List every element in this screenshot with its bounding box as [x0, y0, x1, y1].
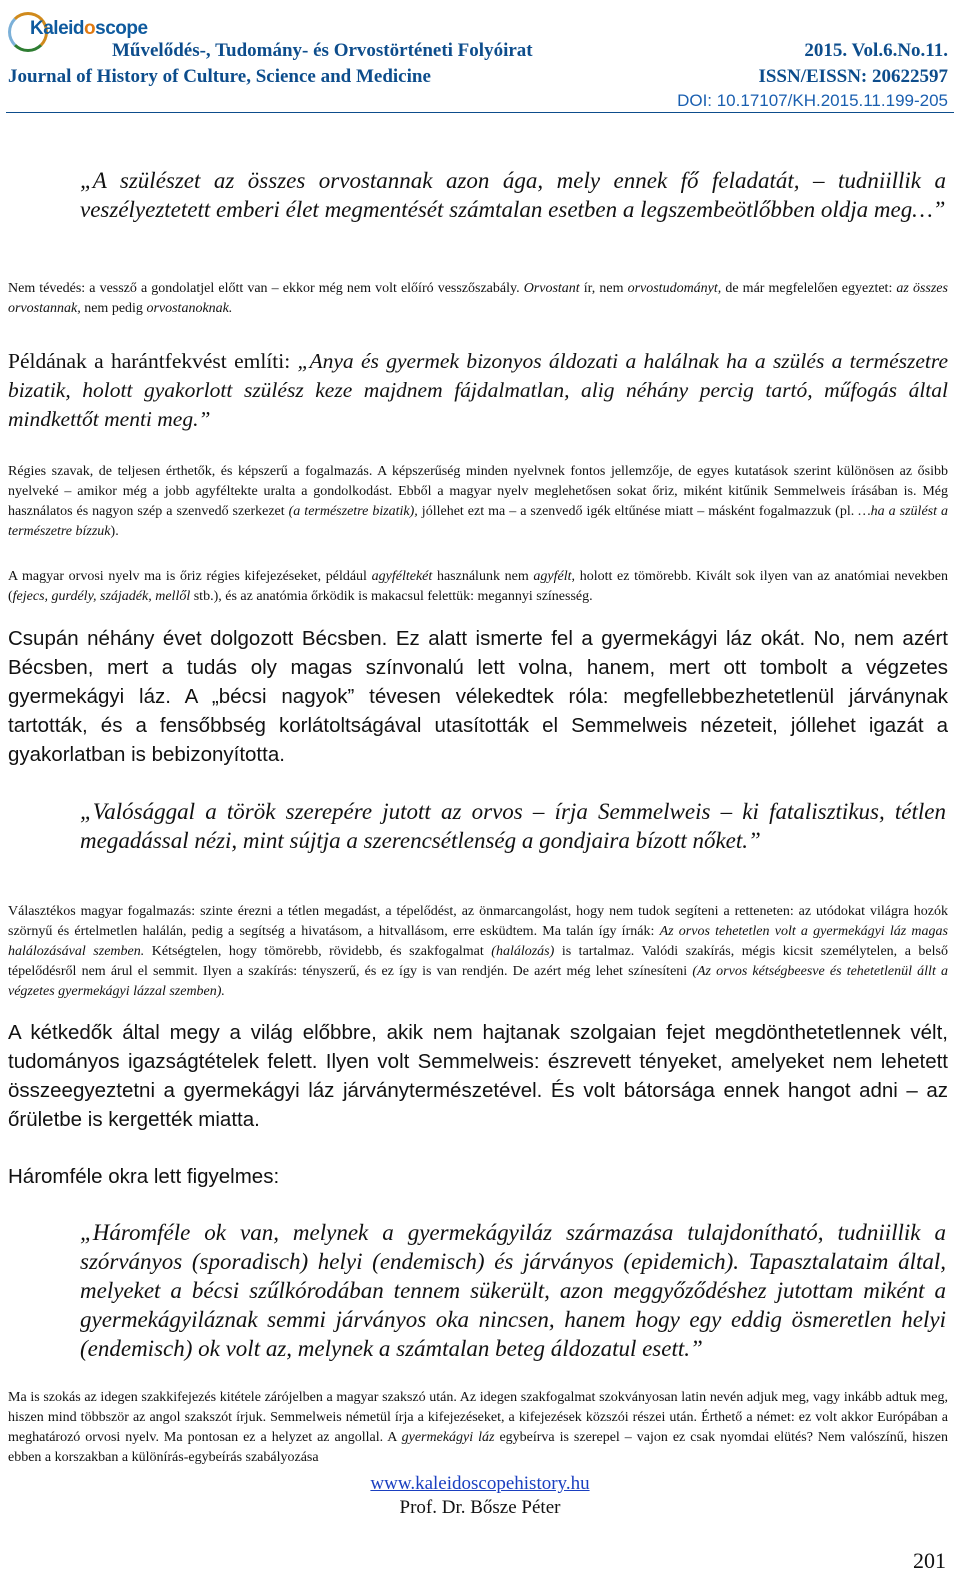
header-divider [6, 112, 954, 113]
page-header [0, 0, 960, 112]
journal-title-hu: Művelődés-, Tudomány- és Orvostörténeti Folyóirat [112, 40, 533, 61]
paragraph-4: A magyar orvosi nyelv ma is őriz régies kifejezéseket, például agyféltekét használunk nem agyfélt, holott ez tömörebb. Kivált sok ilyen van az anatómiai nevekben (fejecs, gurdély, szájadék, mellől stb.), és az anatómia őrködik is makacsul felettük: megannyi színesség. [8, 569, 949, 604]
paragraph-2: Példának a harántfekvést említi: „Anya és gyermek bizonyos áldozati a halálnak ha a szülés a természetre bizatik, holott gyakorlott szülész keze majdnem fájdalmatlan, alig néhány percig tartó, műfogás által mindkettőt menti meg.” [8, 349, 948, 431]
logo-wordmark: Kaleidoscope [30, 18, 148, 39]
footer-author: Prof. Dr. Bősze Péter [399, 1497, 561, 1518]
page-number: 201 [913, 1548, 946, 1573]
paragraph-6: Választékos magyar fogalmazás: szinte érezni a tétlen megadást, a tépelődést, az önmarcangolást, hogy nem tudok segíteni a retteneten: az utódokat világra hozók szörnyű és értelmetlen halálán, pedig a segítség a hivatásom, a hitvallásom, erre esküdtem. Ma talán így írnák: Az orvos tehetetlen volt a gyermekágyi láz magas halálozásával szemben. Kétségtelen, hogy tömörebb, rövidebb, és szakfogalmat (halálozás) is tartalmaz. Valódi szakírás, mégis kicsit személytelen, a belső tépelődésről nem árul el semmit. Ilyen a szakírás: tényszerű, és ez így is van rendjén. De azért még lehet színesíteni (Az orvos kétségbeesve és tehetetlenül állt a végzetes gyermekágyi lázzal szemben). [8, 904, 948, 999]
journal-doi: DOI: 10.17107/KH.2015.11.199-205 [677, 91, 948, 110]
paragraph-5: Csupán néhány évet dolgozott Bécsben. Ez alatt ismerte fel a gyermekágyi láz okát. No, nem azért Bécsben, mert a tudás oly magas színvonalú lett volna, hanem, mert ott tombolt a végzetes gyermekágyi láz. A „bécsi nagyok” tévesen vélekedtek róla: megfellebbezhetetlenül járványnak tartották, és a fensőbbség korlátoltságával utasították el Semmelweis nézeteit, jóllehet igazát a gyakorlatban is bebizonyította. [8, 627, 948, 766]
paragraph-8: Háromféle okra lett figyelmes: [8, 1165, 280, 1188]
paragraph-7: A kétkedők által megy a világ előbbre, akik nem hajtanak szolgaian fejet megdönthetetlennek vélt, tudományos igazságtételek felett. Ilyen volt Semmelweis: észrevett tényeket, amelyeket nem lehetett összeegyeztetni a gyermekágyi láz járványtermészetével. És volt bátorsága ennek hangot adni – az őrületbe is kergették miatta. [8, 1021, 948, 1131]
paragraph-9: Ma is szokás az idegen szakkifejezés kitétele zárójelben a magyar szakszó után. Az idegen szakfogalmat szokványosan latin nevén adjuk meg, vagy inkább adtuk meg, hiszen mind többször az angol szakszót írjuk. Semmelweis németül írja a kifejezéseket, a kifejezések közszói részei után. Érthető a német: ez volt akkor Európában a meghatározó orvosi nyelv. Ma pontosan ez a helyzet az angollal. A gyermekágyi láz egybeírva is szerepel – vajon ez csak nyomdai elütés? Nem valószínű, hiszen ebben a korszakban a különírás-egybeírás szabályozása [8, 1390, 949, 1465]
journal-issn: ISSN/EISSN: 20622597 [758, 66, 948, 87]
paragraph-3: Régies szavak, de teljesen érthetők, és képszerű a fogalmazás. A képszerűség minden nyelvnek fontos jellemzője, de egyes kutatások szerint különösen az ősibb nyelveké – amikor még a jobb agyféltekte uralta a gondolkodást. Ebből a magyar nyelv meglehetősen sokat őriz, miként kitűnik Semmelweis írásában is. Még használatos és nagyon szép a szenvedő szerkezet (a természetre bizatik), jóllehet ezt ma – a szenvedő igék eltűnése miatt – másként fogalmazzuk (pl. …ha a szülést a természetre bízzuk). [8, 464, 948, 539]
footer-website-link[interactable]: www.kaleidoscopehistory.hu [370, 1473, 590, 1494]
quote-3: „Háromféle ok van, melynek a gyermekágyiláz származása tulajdonítható, tudniillik a szórványos (sporadisch) helyi (endemisch) és járványos (epidemich). Tapasztalataim által, melyeket a bécsi szűlkórodában tennem sükerült, azon meggyőződéshez jutottam miként a gyermekágyiláznak semmi járványos oka nincsen, hanem hogy egy eddig ösmeretlen helyi (endemisch) ok volt az, melynek a számtalan beteg áldozatul esett.” [80, 1220, 946, 1361]
paragraph-1: Nem tévedés: a vessző a gondolatjel előtt van – ekkor még nem volt előíró vesszőszabály. Orvostant ír, nem orvostudományt, de már megfelelően egyeztet: az összes orvostannak, nem pedig orvostanoknak. [8, 281, 948, 316]
journal-title-en: Journal of History of Culture, Science and Medicine [8, 66, 431, 87]
journal-logo [6, 6, 148, 50]
journal-volume: 2015. Vol.6.No.11. [804, 40, 948, 61]
quote-1: „A szülészet az összes orvostannak azon ága, mely ennek fő feladatát, – tudniillik a veszélyeztetett emberi élet megmentését számtalan esetben a legszembeötlőbben oldja meg…” [80, 168, 946, 222]
quote-2: „Valósággal a török szerepére jutott az orvos – írja Semmelweis – ki fatalisztikus, tétlen megadással nézi, mint sújtja a szerencsétlenség a gondjaira bízott nőket.” [80, 799, 946, 853]
